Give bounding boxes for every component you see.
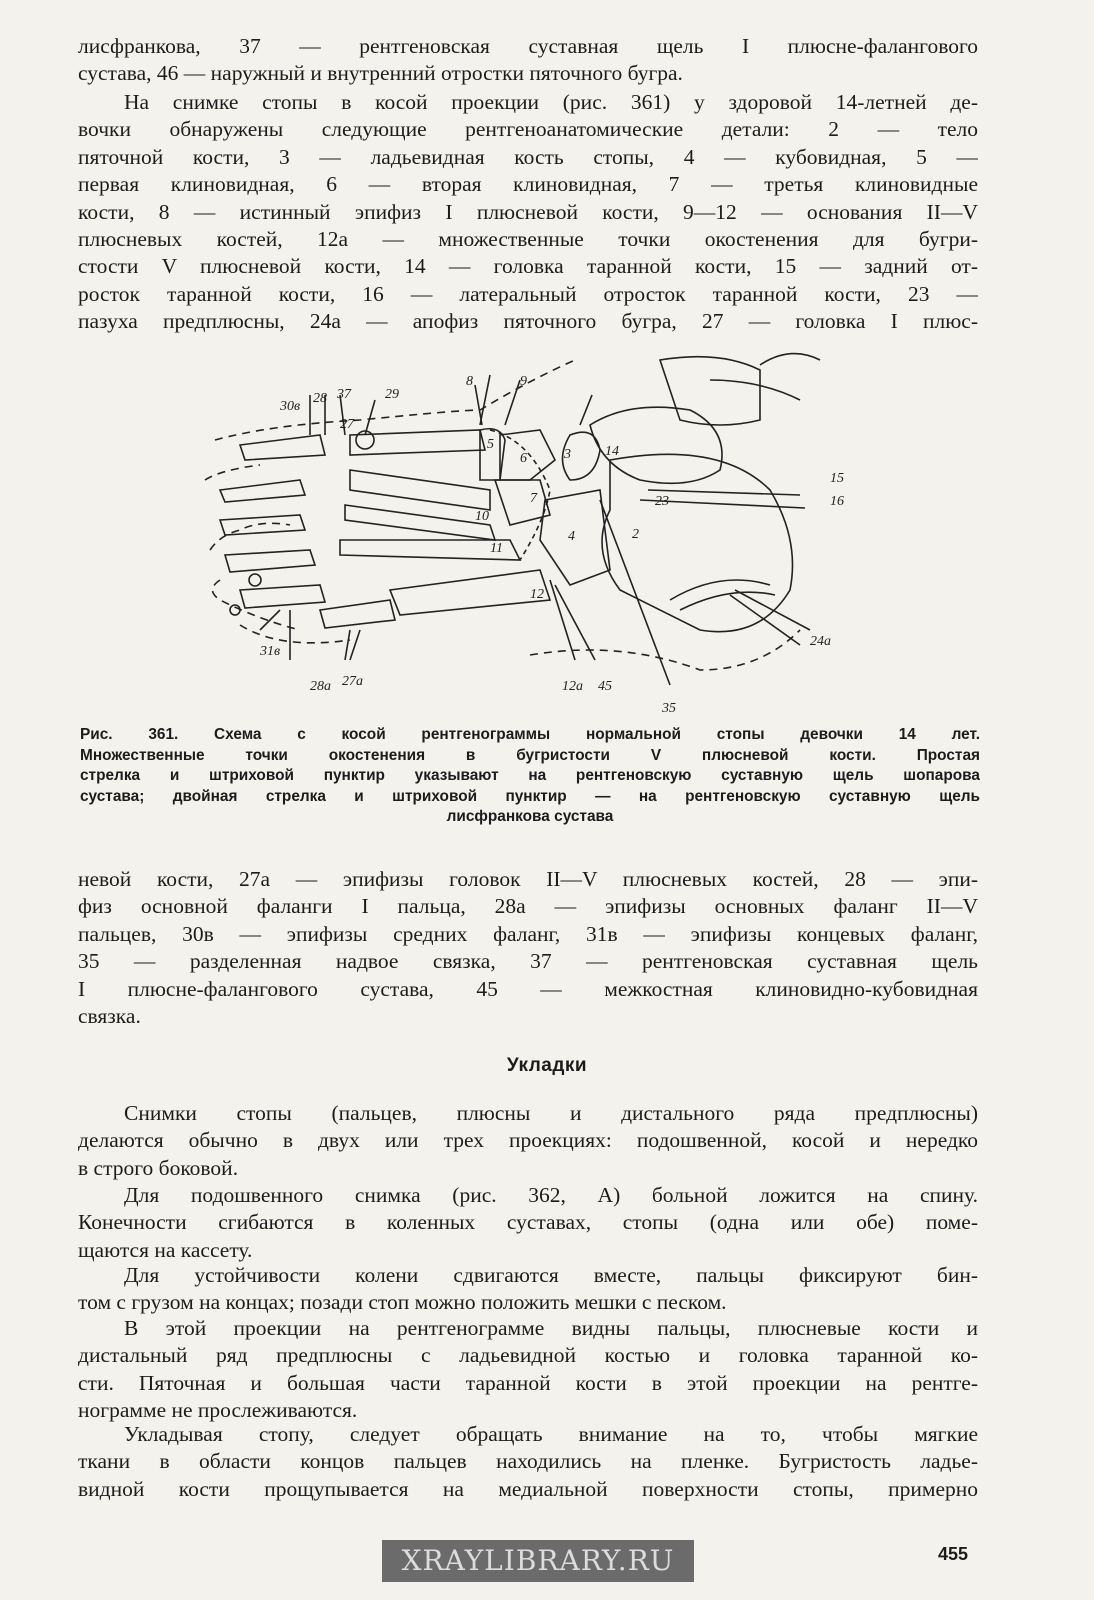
- section-heading: Укладки: [506, 1055, 588, 1076]
- text-line: сти. Пяточная и большая части таранной кости в этой проекции на рентге-: [78, 1370, 978, 1395]
- label-12: 12: [530, 587, 544, 602]
- label-11: 11: [490, 541, 503, 556]
- paragraph-s4: [78, 1315, 978, 1425]
- paragraph-continued: [78, 866, 978, 1030]
- text-line: стости V плюсневой кости, 14 — головка таранной кости, 15 — задний от-: [78, 254, 978, 279]
- label-3: 3: [564, 447, 571, 462]
- text-line: делаются обычно в двух или трех проекциях: подошвенной, косой и нередко: [78, 1128, 978, 1153]
- text-line: Для подошвенного снимка (рис. 362, А) больной ложится на спину.: [124, 1183, 978, 1207]
- caption-line: сустава; двойная стрелка и штриховой пунктир — на рентгеновскую суставную щель: [80, 787, 980, 805]
- text-line: В этой проекции на рентгенограмме видны пальцы, плюсневые кости и: [124, 1316, 978, 1340]
- paragraph-intro: [78, 89, 978, 336]
- label-4: 4: [568, 529, 575, 544]
- foot-bone-drawing: [200, 340, 860, 720]
- text-line: Конечности сгибаются в коленных суставах, стопы (одна или обе) поме-: [78, 1210, 978, 1235]
- figure-caption: [80, 725, 980, 828]
- text-line: лисфранкова, 37 — рентгеновская суставная щель I плюсне-фалангового: [78, 34, 978, 58]
- paragraph-s1: [78, 1100, 978, 1182]
- caption-line: стрелка и штриховой пунктир указывают на рентгеновскую суставную щель шопарова: [80, 767, 980, 784]
- caption-line: Рис. 361. Схема с косой рентгенограммы нормальной стопы девочки 14 лет.: [80, 726, 980, 743]
- text-line: видной кости прощупывается на медиальной поверхности стопы, примерно: [78, 1476, 978, 1501]
- label-35: 35: [662, 701, 676, 716]
- text-line: невой кости, 27а — эпифизы головок II—V плюсневых костей, 28 — эпи-: [78, 867, 978, 891]
- label-16: 16: [830, 494, 844, 509]
- text-line: пазуха предплюсны, 24а — апофиз пяточного бугра, 27 — головка I плюс-: [78, 309, 978, 334]
- label-15: 15: [830, 471, 844, 486]
- label-24a: 24а: [810, 634, 831, 649]
- label-28a: 28а: [310, 679, 331, 694]
- label-14: 14: [605, 444, 619, 459]
- text-line: физ основной фаланги I пальца, 28а — эпифизы основных фаланг II—V: [78, 894, 978, 919]
- paragraph-s2: [78, 1182, 978, 1264]
- paragraph-s3: [78, 1262, 978, 1317]
- text-line: ткани в области концов пальцев находились на пленке. Бугристость ладье-: [78, 1449, 978, 1474]
- label-29: 29: [385, 387, 399, 402]
- text-line: сустава, 46 — наружный и внутренний отростки пяточного бугра.: [78, 61, 683, 86]
- text-line: в строго боковой.: [78, 1155, 239, 1180]
- label-2: 2: [632, 527, 639, 542]
- label-23: 23: [655, 494, 669, 509]
- label-7: 7: [530, 491, 537, 506]
- label-9: 9: [520, 374, 527, 389]
- paragraph-top: [78, 33, 978, 88]
- label-31v: 31в: [260, 644, 281, 659]
- text-line: I плюсне-фалангового сустава, 45 — межкостная клиновидно-кубовидная: [78, 976, 978, 1001]
- label-12a: 12а: [562, 679, 583, 694]
- label-30v: 30в: [280, 399, 301, 414]
- text-line: пяточной кости, 3 — ладьевидная кость стопы, 4 — кубовидная, 5 —: [78, 144, 978, 169]
- text-line: том с грузом на концах; позади стоп можно положить мешки с песком.: [78, 1290, 727, 1315]
- label-27: 27: [340, 417, 354, 432]
- text-line: нограмме не прослеживаются.: [78, 1398, 358, 1423]
- text-line: 35 — разделенная надвое связка, 37 — рентгеновская суставная щель: [78, 949, 978, 974]
- label-5: 5: [487, 437, 494, 452]
- label-6: 6: [520, 451, 527, 466]
- diagram-labels: [259, 374, 844, 716]
- text-line: щаются на кассету.: [78, 1237, 253, 1262]
- text-line: кости, 8 — истинный эпифиз I плюсневой кости, 9—12 — основания II—V: [78, 199, 978, 224]
- page-number: 455: [938, 1544, 969, 1564]
- text-line: пальцев, 30в — эпифизы средних фаланг, 31в — эпифизы концевых фаланг,: [78, 921, 978, 946]
- label-28: 28: [313, 391, 327, 406]
- text-line: Для устойчивости колени сдвигаются вместе, пальцы фиксируют бин-: [124, 1263, 978, 1287]
- label-10: 10: [475, 509, 489, 524]
- label-27a: 27а: [342, 674, 363, 689]
- text-line: первая клиновидная, 6 — вторая клиновидная, 7 — третья клиновидные: [78, 172, 978, 197]
- paragraph-s5: [78, 1421, 978, 1503]
- text-line: На снимке стопы в косой проекции (рис. 361) у здоровой 14-летней де-: [124, 90, 978, 114]
- label-45: 45: [598, 679, 612, 694]
- text-line: плюсневых костей, 12а — множественные точки окостенения для бугри-: [78, 227, 978, 252]
- text-line: связка.: [78, 1004, 141, 1029]
- text-line: вочки обнаружены следующие рентгеноанатомические детали: 2 — тело: [78, 117, 978, 142]
- text-line: росток таранной кости, 16 — латеральный отросток таранной кости, 23 —: [78, 281, 978, 306]
- watermark: XRAYLIBRARY.RU: [382, 1540, 694, 1582]
- text-line: Снимки стопы (пальцев, плюсны и дистального ряда предплюсны): [124, 1101, 978, 1125]
- label-8: 8: [466, 374, 473, 389]
- text-line: дистальный ряд предплюсны с ладьевидной костью и головка таранной ко-: [78, 1343, 978, 1368]
- text-line: Укладывая стопу, следует обращать внимание на то, чтобы мягкие: [124, 1422, 978, 1446]
- caption-line: лисфранкова сустава: [446, 808, 614, 825]
- caption-line: Множественные точки окостенения в бугристости V плюсневой кости. Простая: [80, 746, 980, 764]
- label-37: 37: [337, 387, 351, 402]
- foot-bone-diagram: [200, 340, 860, 720]
